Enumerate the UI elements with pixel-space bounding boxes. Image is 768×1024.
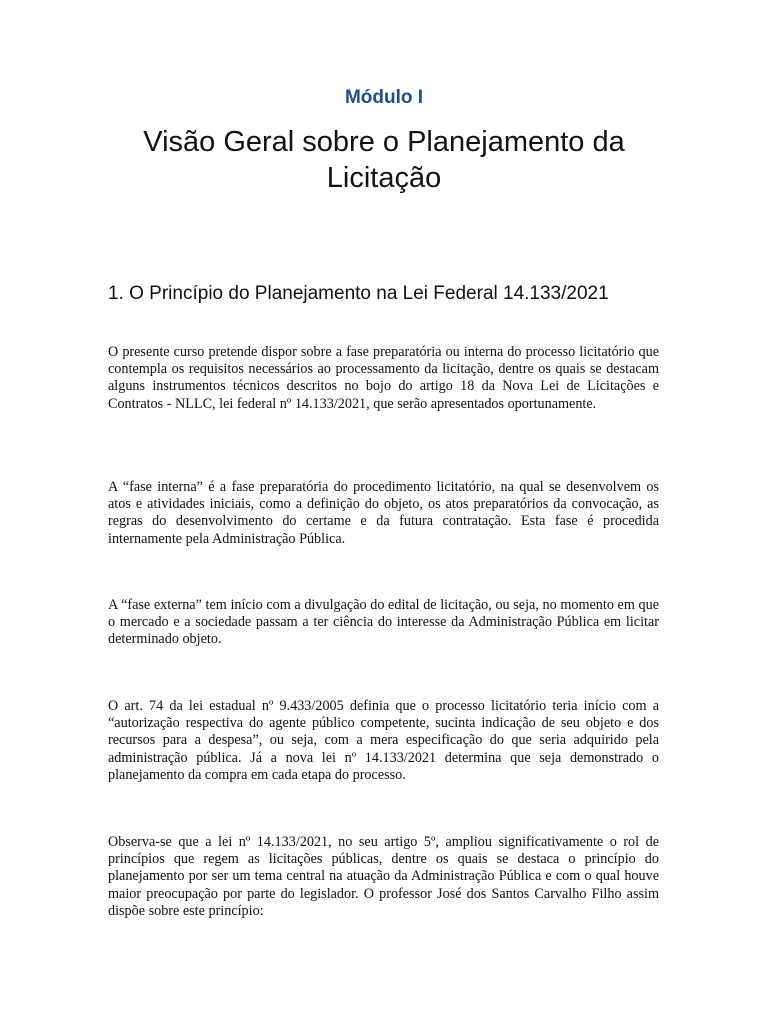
section-heading: 1. O Princípio do Planejamento na Lei Federal 14.133/2021 [108,283,609,304]
paragraph: O art. 74 da lei estadual nº 9.433/2005 definia que o processo licitatório teria início com a “autorização respectiva do agente público competente, sucinta indicação de seu objeto e dos recursos para a despesa”, ou seja, com a mera especificação do que seria adquirido pela administração pública. Já a nova lei nº 14.133/2021 determina que seja demonstrado o planejamento da compra em cada etapa do processo. [108,698,659,783]
module-label: Módulo I [344,87,424,108]
paragraph: Observa-se que a lei nº 14.133/2021, no seu artigo 5º, ampliou significativamente o rol de princípios que regem as licitações públicas, dentre os quais se destaca o princípio do planejamento por ser um tema central na atuação da Administração Pública e com o qual houve maior preocupação por parte do legislador. O professor José dos Santos Carvalho Filho assim dispõe sobre este princípio: [108,834,659,919]
document-title: Visão Geral sobre o Planejamento da Licitação [143,126,625,194]
paragraph: A “fase externa” tem início com a divulgação do edital de licitação, ou seja, no momento em que o mercado e a sociedade passam a ter ciência do interesse da Administração Pública em licitar determinado objeto. [108,597,659,648]
paragraph: A “fase interna” é a fase preparatória do procedimento licitatório, na qual se desenvolvem os atos e atividades iniciais, como a definição do objeto, os atos preparatórios da convocação, as regras do desenvolvimento do certame e da futura contratação. Esta fase é procedida internamente pela Administração Pública. [108,479,659,547]
paragraph: O presente curso pretende dispor sobre a fase preparatória ou interna do processo licitatório que contempla os requisitos necessários ao processamento da licitação, dentre os quais se destacam alguns instrumentos técnicos descritos no bojo do artigo 18 da Nova Lei de Licitações e Contratos - NLLC, lei federal nº 14.133/2021, que serão apresentados oportunamente. [108,344,659,412]
